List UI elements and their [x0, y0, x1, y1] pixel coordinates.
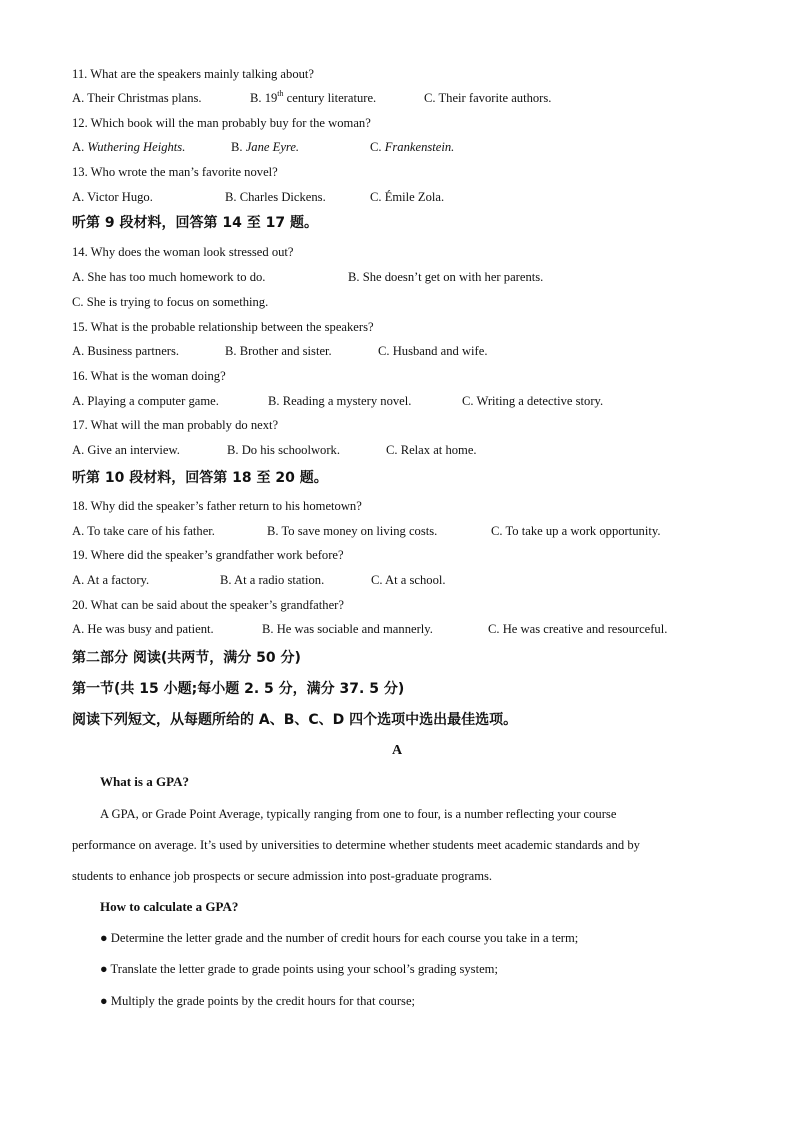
q11-option-c: C. Their favorite authors.: [424, 91, 552, 105]
section-title: 第一节(共 15 小题;每小题 2. 5 分，满分 37. 5 分): [72, 681, 405, 697]
paragraph-line-1: A GPA, or Grade Point Average, typically ranging from one to four, is a number reflecting your course: [100, 807, 617, 821]
q14-option-b: B. She doesn’t get on with her parents.: [348, 270, 544, 284]
q13-option-c: C. Émile Zola.: [370, 190, 445, 204]
q12-option-b: B. Jane Eyre.: [231, 140, 300, 154]
q14-option-a: A. She has too much homework to do.: [72, 270, 266, 284]
question-19-options: [72, 572, 772, 588]
bullet-item: ● Translate the letter grade to grade points using your school’s grading system;: [100, 962, 498, 976]
question-20-options: [72, 621, 772, 637]
q13-option-a: A. Victor Hugo.: [72, 190, 153, 204]
q12-option-c: C. Frankenstein.: [370, 140, 455, 154]
question-14-options-ab: [72, 269, 772, 285]
bullet-item: ● Determine the letter grade and the number of credit hours for each course you take in a term;: [100, 931, 579, 945]
question-11-stem: 11. What are the speakers mainly talking about?: [72, 67, 314, 81]
q18-option-c: C. To take up a work opportunity.: [491, 524, 661, 538]
bullet-item: ● Multiply the grade points by the credit hours for that course;: [100, 994, 416, 1008]
question-17-stem: 17. What will the man probably do next?: [72, 418, 279, 432]
q15-option-a: A. Business partners.: [72, 344, 180, 358]
reading-instruction: 阅读下列短文，从每题所给的 A、B、C、D 四个选项中选出最佳选项。: [72, 712, 518, 728]
question-16-options: [72, 393, 772, 409]
q19-option-a: A. At a factory.: [72, 573, 150, 587]
question-11-options: [72, 90, 772, 106]
q17-option-c: C. Relax at home.: [386, 443, 477, 457]
question-14-stem: 14. Why does the woman look stressed out?: [72, 245, 294, 259]
subheading-what-is-gpa: What is a GPA?: [100, 774, 189, 789]
section-heading-9: 听第 9 段材料，回答第 14 至 17 题。: [72, 215, 318, 231]
q16-option-b: B. Reading a mystery novel.: [268, 394, 412, 408]
q15-option-c: C. Husband and wife.: [378, 344, 488, 358]
q11-option-b: B. 19th century literature.: [250, 89, 377, 105]
question-15-options: [72, 343, 772, 359]
q18-option-a: A. To take care of his father.: [72, 524, 215, 538]
q20-option-c: C. He was creative and resourceful.: [488, 622, 668, 636]
question-18-options: [72, 523, 772, 539]
q17-option-b: B. Do his schoolwork.: [227, 443, 340, 457]
subheading-how-to-calculate: How to calculate a GPA?: [100, 899, 239, 914]
q20-option-b: B. He was sociable and mannerly.: [262, 622, 433, 636]
q19-option-c: C. At a school.: [371, 573, 446, 587]
section-heading-10: 听第 10 段材料，回答第 18 至 20 题。: [72, 470, 328, 486]
question-13-stem: 13. Who wrote the man’s favorite novel?: [72, 165, 278, 179]
question-17-options: [72, 442, 772, 458]
q19-option-b: B. At a radio station.: [220, 573, 325, 587]
question-19-stem: 19. Where did the speaker’s grandfather work before?: [72, 548, 344, 562]
question-13-options: [72, 189, 772, 205]
question-20-stem: 20. What can be said about the speaker’s grandfather?: [72, 598, 344, 612]
question-18-stem: 18. Why did the speaker’s father return to his hometown?: [72, 499, 362, 513]
q18-option-b: B. To save money on living costs.: [267, 524, 438, 538]
paragraph-line-3: students to enhance job prospects or secure admission into post-graduate programs.: [72, 869, 493, 883]
question-12-options: [72, 139, 772, 155]
q14-option-c: C. She is trying to focus on something.: [72, 295, 269, 309]
question-12-stem: 12. Which book will the man probably buy for the woman?: [72, 116, 371, 130]
passage-label: A: [391, 743, 403, 758]
question-16-stem: 16. What is the woman doing?: [72, 369, 226, 383]
q11-option-a: A. Their Christmas plans.: [72, 91, 202, 105]
paragraph-line-2: performance on average. It’s used by universities to determine whether students meet academic standards and by: [72, 838, 640, 852]
q20-option-a: A. He was busy and patient.: [72, 622, 214, 636]
q13-option-b: B. Charles Dickens.: [225, 190, 326, 204]
q15-option-b: B. Brother and sister.: [225, 344, 332, 358]
q12-option-a: A. Wuthering Heights.: [72, 140, 186, 154]
q16-option-c: C. Writing a detective story.: [462, 394, 604, 408]
question-15-stem: 15. What is the probable relationship between the speakers?: [72, 320, 374, 334]
part-title: 第二部分 阅读(共两节，满分 50 分): [72, 650, 301, 666]
q17-option-a: A. Give an interview.: [72, 443, 180, 457]
q16-option-a: A. Playing a computer game.: [72, 394, 219, 408]
